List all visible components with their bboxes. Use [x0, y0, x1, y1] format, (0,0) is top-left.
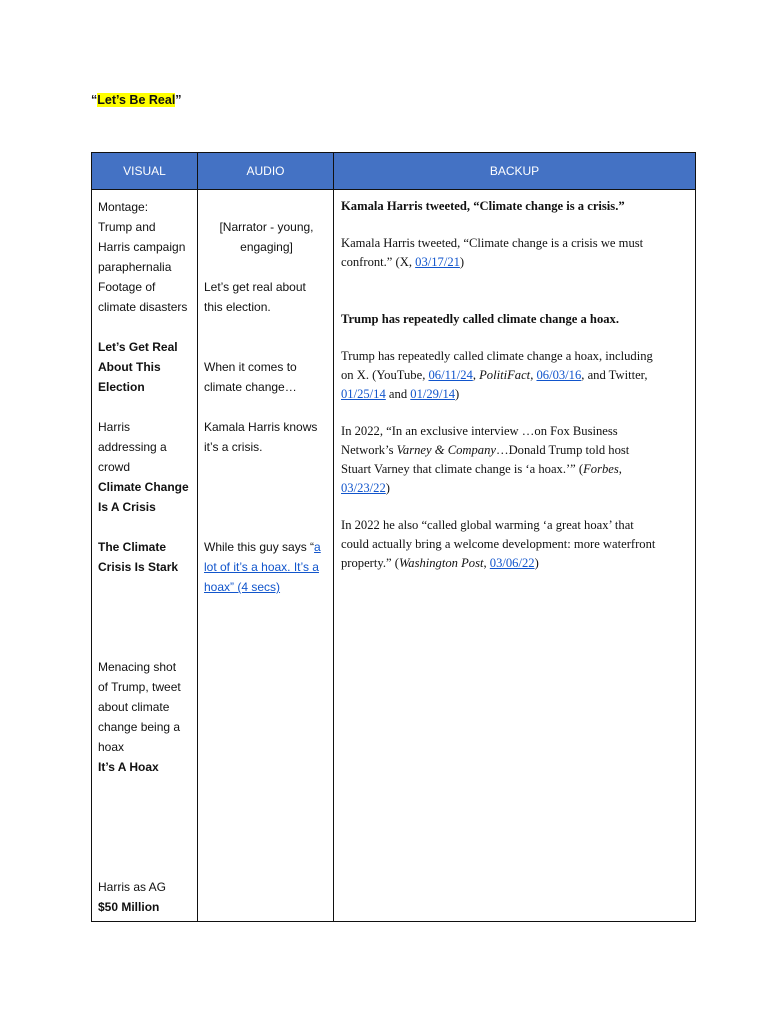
visual-line: Harris campaign	[98, 240, 186, 254]
audio-cell	[198, 190, 334, 922]
backup-line: In 2022, “In an exclusive interview …on Fox Business	[341, 424, 618, 438]
backup-line: Kamala Harris tweeted, “Climate change is a crisis we must	[341, 236, 644, 250]
backup-line: Network’s Varney & Company…Donald Trump told host	[341, 443, 630, 457]
backup-heading: Trump has repeatedly called climate change a hoax.	[341, 312, 619, 326]
audio-line: When it comes to	[204, 360, 297, 374]
visual-line: Menacing shot	[98, 660, 177, 674]
audio-line: engaging]	[240, 240, 293, 254]
visual-line: paraphernalia	[98, 260, 172, 274]
highlighted-title: Let’s Be Real	[97, 93, 176, 107]
backup-line: 01/25/14 and 01/29/14)	[341, 387, 460, 401]
audio-line	[204, 577, 329, 597]
header-audio: AUDIO	[198, 153, 334, 190]
backup-line: 03/23/22)	[341, 481, 390, 495]
visual-line: Montage:	[98, 200, 149, 214]
table-row	[92, 190, 696, 922]
audio-line: While this guy says “a	[204, 540, 321, 554]
source-link[interactable]: 03/06/22	[489, 556, 535, 570]
audio-line: [Narrator - young,	[219, 220, 314, 234]
audio-line: this election.	[204, 300, 271, 314]
visual-heading: Climate Change	[98, 480, 189, 494]
visual-cell	[92, 190, 198, 922]
backup-line: property.” (Washington Post, 03/06/22)	[341, 556, 539, 570]
audio-line	[204, 557, 329, 577]
visual-line: about climate	[98, 700, 170, 714]
visual-heading: The Climate	[98, 540, 167, 554]
source-link[interactable]: 06/03/16	[536, 368, 582, 382]
visual-heading: $50 Million	[98, 900, 160, 914]
hoax-clip-link[interactable]: a	[314, 540, 321, 554]
visual-line: Footage of	[98, 280, 156, 294]
visual-line: crowd	[98, 460, 131, 474]
visual-heading: Let’s Get Real	[98, 340, 178, 354]
hoax-clip-link[interactable]: lot of it’s a hoax. It’s a	[204, 560, 319, 574]
visual-line: Harris as AG	[98, 880, 167, 894]
source-link[interactable]: 03/23/22	[341, 481, 386, 495]
backup-cell	[334, 190, 696, 922]
visual-line: hoax	[98, 740, 125, 754]
script-table	[91, 152, 696, 922]
visual-line: Harris	[98, 420, 130, 434]
source-link[interactable]: 01/29/14	[410, 387, 456, 401]
visual-heading: It’s A Hoax	[98, 760, 159, 774]
backup-line: Trump has repeatedly called climate change a hoax, including	[341, 349, 653, 363]
backup-line: confront.” (X, 03/17/21)	[341, 255, 465, 269]
visual-line: Trump and	[98, 220, 156, 234]
visual-line: addressing a	[98, 440, 167, 454]
audio-line: it’s a crisis.	[204, 440, 263, 454]
source-link[interactable]: 03/17/21	[415, 255, 460, 269]
backup-heading: Kamala Harris tweeted, “Climate change is a crisis.”	[341, 199, 625, 213]
hoax-clip-link[interactable]: hoax” (4 secs)	[204, 580, 281, 594]
visual-line: change being a	[98, 720, 181, 734]
source-link[interactable]: 01/25/14	[341, 387, 386, 401]
visual-heading: Is A Crisis	[98, 500, 156, 514]
source-link[interactable]: 06/11/24	[428, 368, 473, 382]
visual-heading: About This	[98, 360, 161, 374]
audio-line: Let’s get real about	[204, 280, 306, 294]
visual-heading: Election	[98, 380, 145, 394]
backup-line: In 2022 he also “called global warming ‘a great hoax’ that	[341, 518, 634, 532]
document-title: “Let’s Be Real”	[91, 93, 182, 107]
backup-line: on X. (YouTube, 06/11/24, PolitiFact, 06/03/16, and Twitter,	[341, 368, 648, 382]
backup-line: Stuart Varney that climate change is ‘a hoax.’” (Forbes,	[341, 462, 622, 476]
visual-line: of Trump, tweet	[98, 680, 181, 694]
audio-line: climate change…	[204, 380, 297, 394]
visual-line: climate disasters	[98, 300, 188, 314]
header-row	[92, 153, 696, 190]
audio-line: Kamala Harris knows	[204, 420, 318, 434]
header-visual: VISUAL	[92, 153, 198, 190]
visual-heading: Crisis Is Stark	[98, 560, 179, 574]
backup-line: could actually bring a welcome development: more waterfront	[341, 537, 656, 551]
header-backup: BACKUP	[334, 153, 696, 190]
